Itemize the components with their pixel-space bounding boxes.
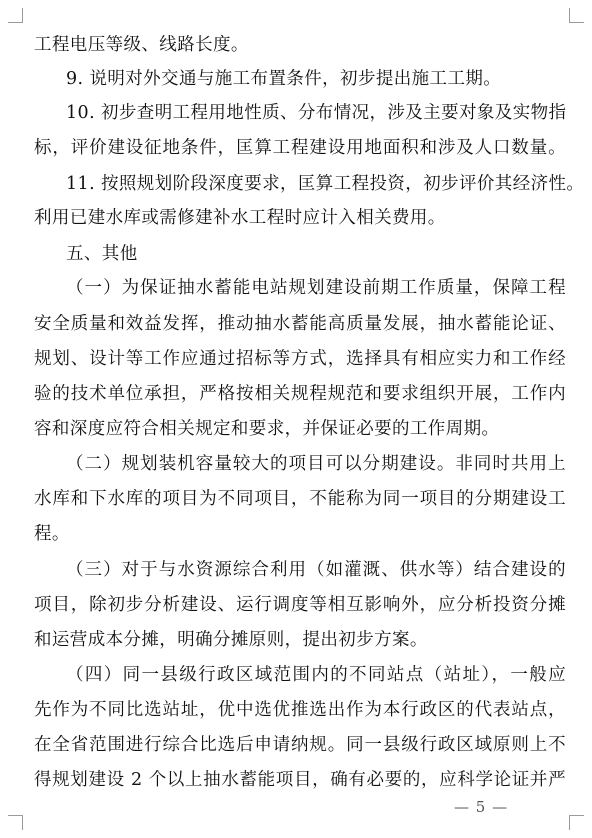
text-line: 得规划建设 2 个以上抽水蓄能项目，确有必要的，应科学论证并严	[34, 770, 566, 790]
text-line: （一）为保证抽水蓄能电站规划建设前期工作质量，保障工程	[66, 278, 566, 298]
text-line: 容和深度应符合相关规定和要求，并保证必要的工作周期。	[34, 419, 500, 439]
text-line: 10. 初步查明工程用地性质、分布情况，涉及主要对象及实物指	[66, 103, 567, 123]
section-heading: 五、其他	[66, 244, 138, 264]
text-line: 规划、设计等工作应通过招标等方式，选择具有相应实力和工作经	[34, 349, 566, 369]
text-line: 验的技术单位承担，严格按相关规程规范和要求组织开展，工作内	[34, 384, 566, 404]
text-line: 程。	[34, 524, 70, 544]
crop-mark-bottom-left	[8, 815, 23, 830]
text-line: 先作为不同比选站址，优中选优推选出作为本行政区的代表站点，	[34, 700, 566, 720]
text-line: 和运营成本分摊，明确分摊原则，提出初步方案。	[34, 630, 428, 650]
crop-mark-top-left	[8, 8, 23, 23]
text-line: 在全省范围进行综合比选后申请纳规。同一县级行政区域原则上不	[34, 735, 566, 755]
page-number: — 5 —	[454, 798, 509, 816]
text-line: 9. 说明对外交通与施工布置条件，初步提出施工工期。	[66, 69, 502, 89]
text-line: 利用已建水库或需修建补水工程时应计入相关费用。	[34, 208, 446, 228]
text-line: 安全质量和效益发挥，推动抽水蓄能高质量发展，抽水蓄能论证、	[34, 314, 566, 334]
crop-mark-bottom-right	[569, 815, 584, 830]
text-line: （二）规划装机容量较大的项目可以分期建设。非同时共用上	[66, 454, 566, 474]
text-line: 标，评价建设征地条件，匡算工程建设用地面积和涉及人口数量。	[34, 138, 566, 158]
crop-mark-top-right	[569, 8, 584, 23]
text-line: 11. 按照规划阶段深度要求，匡算工程投资，初步评价其经济性。	[66, 174, 585, 194]
text-line: 项目，除初步分析建设、运行调度等相互影响外，应分析投资分摊	[34, 595, 566, 615]
text-line: （三）对于与水资源综合利用（如灌溉、供水等）结合建设的	[66, 560, 566, 580]
text-line: 工程电压等级、线路长度。	[34, 35, 249, 55]
text-line: 水库和下水库的项目为不同项目，不能称为同一项目的分期建设工	[34, 489, 566, 509]
text-line: （四）同一县级行政区域范围内的不同站点（站址），一般应	[66, 665, 566, 685]
